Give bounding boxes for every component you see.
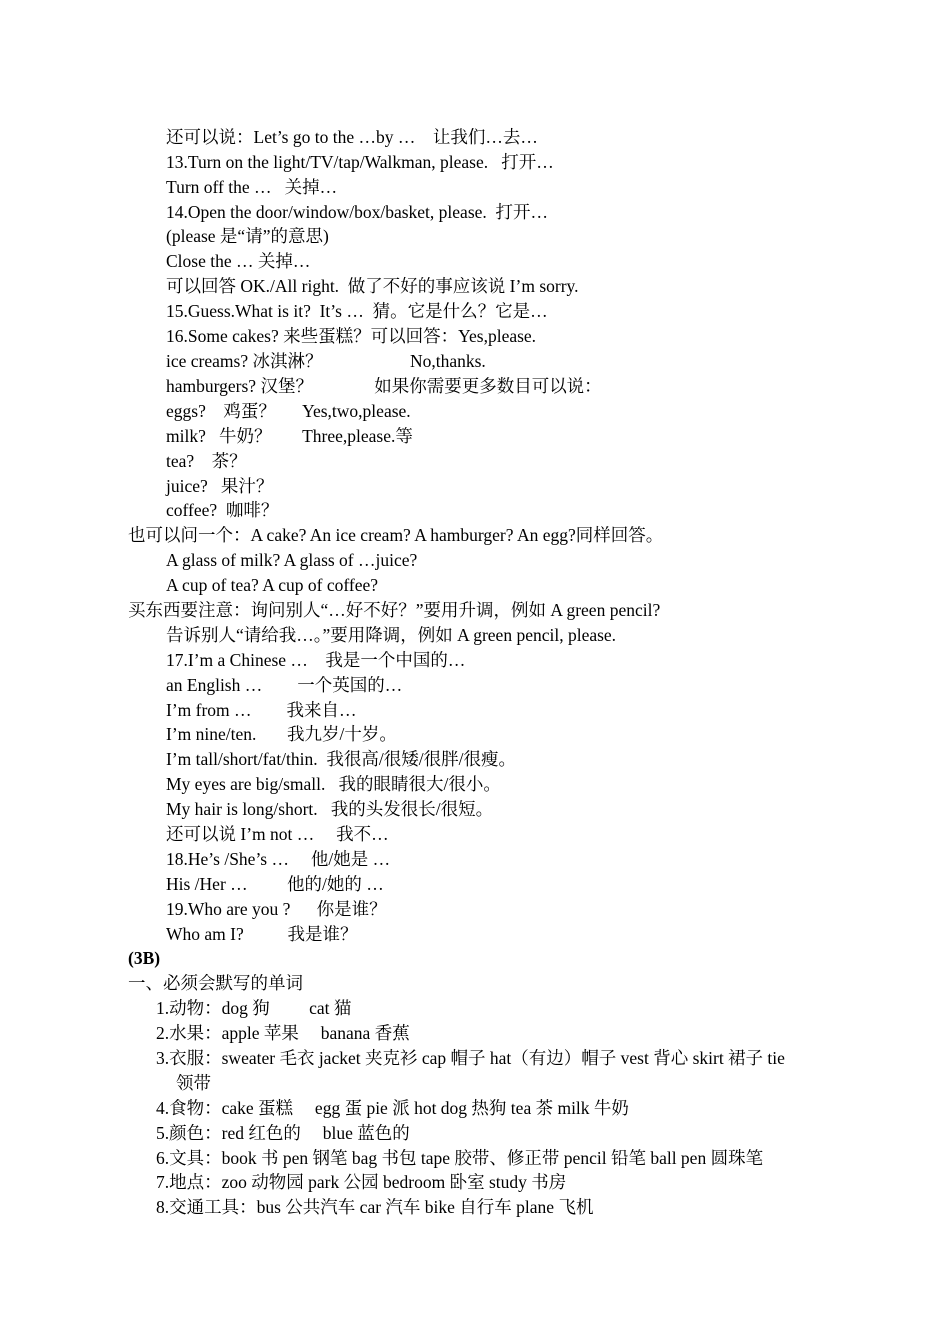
text-line: 也可以问一个：A cake? An ice cream? A hamburger? An egg?同样回答。 [128, 525, 664, 545]
vocab-line: 2.水果：apple 苹果 banana 香蕉 [156, 1023, 410, 1043]
text-line: 可以回答 OK./All right. 做了不好的事应该说 I’m sorry. [166, 276, 579, 296]
vocab-line: 7.地点：zoo 动物园 park 公园 bedroom 卧室 study 书房 [156, 1172, 567, 1192]
text-line: 16.Some cakes? 来些蛋糕？可以回答：Yes,please. [166, 326, 537, 346]
text-line: 15.Guess.What is it? It’s … 猜。它是什么？它是… [166, 301, 548, 321]
text-line: Close the … 关掉… [166, 251, 311, 271]
text-line: coffee? 咖啡？ [166, 500, 279, 520]
text-line: 13.Turn on the light/TV/tap/Walkman, please. 打开… [166, 152, 554, 172]
text-line: 17.I’m a Chinese … 我是一个中国的… [166, 650, 466, 670]
vocab-line: 6.文具：book 书 pen 钢笔 bag 书包 tape 胶带、修正带 pencil 铅笔 ball pen 圆珠笔 [156, 1148, 764, 1168]
text-line: Who am I? 我是谁？ [166, 924, 358, 944]
vocab-line: 5.颜色：red 红色的 blue 蓝色的 [156, 1123, 410, 1143]
text-line: My hair is long/short. 我的头发很长/很短。 [166, 799, 494, 819]
text-line: ice creams? 冰淇淋？ No,thanks. [166, 351, 486, 371]
vocab-line-continued: 领带 [176, 1073, 211, 1093]
text-line: My eyes are big/small. 我的眼睛很大/很小。 [166, 774, 501, 794]
text-line: A cup of tea? A cup of coffee? [166, 575, 379, 595]
vocab-line: 1.动物：dog 狗 cat 猫 [156, 998, 352, 1018]
text-line: I’m nine/ten. 我九岁/十岁。 [166, 724, 397, 744]
section-heading: (3B) [128, 948, 161, 968]
text-line: Turn off the … 关掉… [166, 177, 338, 197]
text-line: 告诉别人“请给我…。”要用降调，例如 A green pencil, please. [166, 625, 617, 645]
text-line: 14.Open the door/window/box/basket, please. 打开… [166, 202, 549, 222]
text-line: 19.Who are you ? 你是谁？ [166, 899, 387, 919]
text-line: I’m tall/short/fat/thin. 我很高/很矮/很胖/很瘦。 [166, 749, 516, 769]
vocab-line: 3.衣服：sweater 毛衣 jacket 夹克衫 cap 帽子 hat（有边）帽子 vest 背心 skirt 裙子 tie [156, 1048, 785, 1068]
text-line: hamburgers? 汉堡？ 如果你需要更多数目可以说： [166, 376, 602, 396]
text-line: A glass of milk? A glass of …juice? [166, 550, 418, 570]
text-line: (please 是“请”的意思) [166, 226, 329, 246]
text-line: eggs? 鸡蛋？ Yes,two,please. [166, 401, 411, 421]
text-line: His /Her … 他的/她的 … [166, 874, 384, 894]
vocab-line: 4.食物：cake 蛋糕 egg 蛋 pie 派 hot dog 热狗 tea 茶 milk 牛奶 [156, 1098, 629, 1118]
text-line: I’m from … 我来自… [166, 700, 357, 720]
section-subheading: 一、必须会默写的单词 [128, 973, 303, 993]
text-line: 买东西要注意：询问别人“…好不好？”要用升调，例如 A green pencil? [128, 600, 661, 620]
text-line: tea? 茶？ [166, 451, 247, 471]
text-line: 还可以说 I’m not … 我不… [166, 824, 389, 844]
text-line: milk? 牛奶？ Three,please.等 [166, 426, 413, 446]
text-line: an English … 一个英国的… [166, 675, 403, 695]
vocab-line: 8.交通工具：bus 公共汽车 car 汽车 bike 自行车 plane 飞机 [156, 1197, 594, 1217]
text-line: 18.He’s /She’s … 他/她是 … [166, 849, 391, 869]
text-line: 还可以说：Let’s go to the …by … 让我们…去… [166, 127, 538, 147]
text-line: juice? 果汁？ [166, 476, 274, 496]
